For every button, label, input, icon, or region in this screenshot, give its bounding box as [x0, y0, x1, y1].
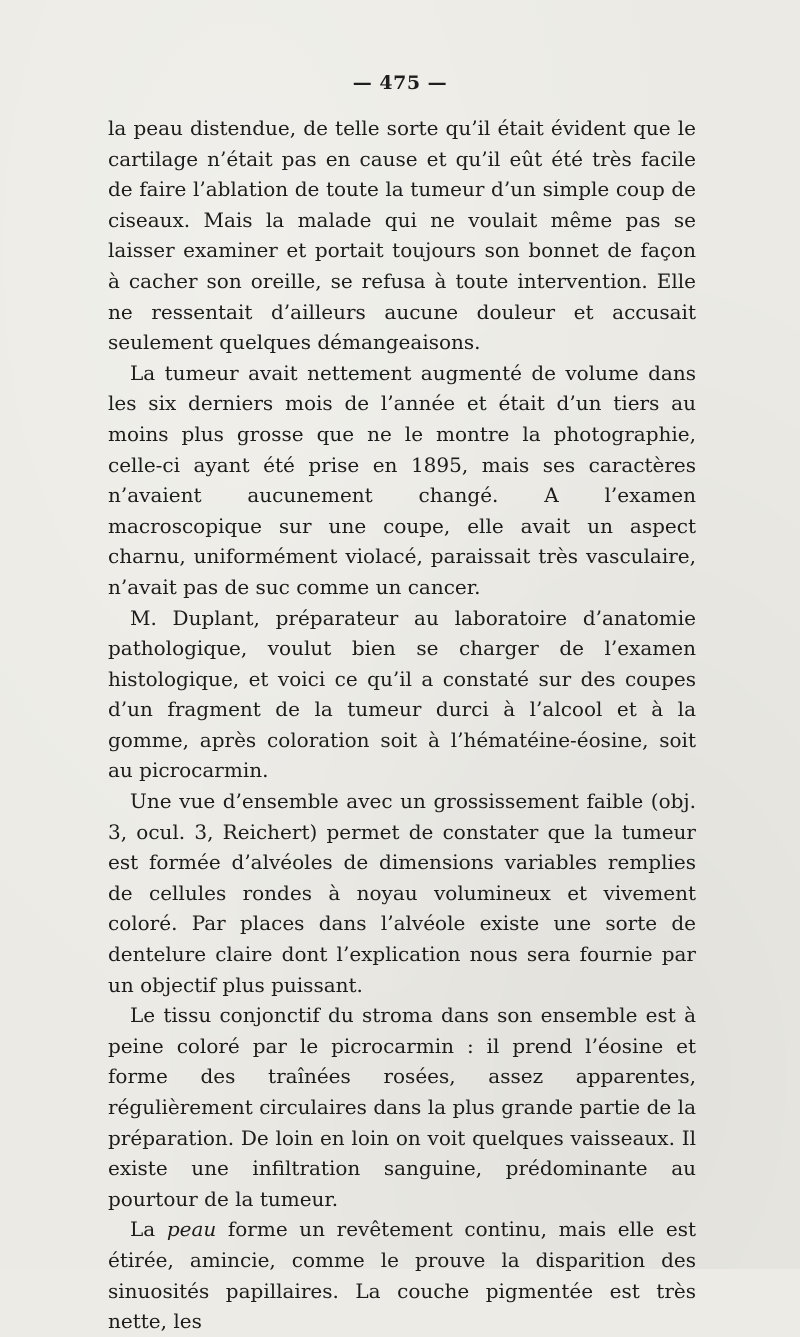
- body-text: [108, 113, 696, 1337]
- paragraph-6-start: La: [130, 1217, 167, 1242]
- page-number: — 475 —: [352, 72, 448, 94]
- paragraph-6-rest: forme un revêtement continu, mais elle est étirée, amincie, comme le prouve la disparition des sinuosités papillaires. La couche pigmentée est très nette, les: [108, 1217, 696, 1334]
- paragraph-6: [108, 1214, 696, 1336]
- paragraph-5: Le tissu conjonctif du stroma dans son ensemble est à peine coloré par le picrocarmin : il prend l’éosine et forme des traînées rosées, assez apparentes, régulièrement circulaires dans la plus grande partie de la préparation. De loin en loin on voit quelques vaisseaux. Il existe une infiltration sanguine, prédominante au pourtour de la tumeur.: [108, 1003, 696, 1211]
- paragraph-3: M. Duplant, préparateur au laboratoire d’anatomie pathologique, voulut bien se charger de l’examen histologique, et voici ce qu’il a constaté sur des coupes d’un fragment de la tumeur durci à l’alcool et à la gomme, après coloration soit à l’hématéine-éosine, soit au picrocarmin.: [108, 605, 696, 783]
- paragraph-4: Une vue d’ensemble avec un grossissement faible (obj. 3, ocul. 3, Reichert) permet de constater que la tumeur est formée d’alvéoles de dimensions variables remplies de cellules rondes à noyau volumineux et vivement coloré. Par places dans l’alvéole existe une sorte de dentelure claire dont l’explication nous sera fournie par un objectif plus puissant.: [108, 789, 696, 997]
- paragraph-2: La tumeur avait nettement augmenté de volume dans les six derniers mois de l’année et était d’un tiers au moins plus grosse que ne le montre la photographie, celle-ci ayant été prise en 1895, mais ses caractères n’avaient aucunement changé. A l’examen macroscopique sur une coupe, elle avait un aspect charnu, uniformément violacé, paraissait très vasculaire, n’avait pas de suc comme un cancer.: [108, 360, 696, 599]
- italic-term: peau: [166, 1217, 217, 1242]
- paragraph-1: la peau distendue, de telle sorte qu’il était évident que le cartilage n’était pas en cause et qu’il eût été très facile de faire l’ablation de toute la tumeur d’un simple coup de ciseaux. Mais la malade qui ne voulait même pas se laisser examiner et portait toujours son bonnet de façon à cacher son oreille, se refusa à toute intervention. Elle ne ressentait d’ailleurs aucune douleur et accusait seulement quelques démangeaisons.: [108, 116, 696, 355]
